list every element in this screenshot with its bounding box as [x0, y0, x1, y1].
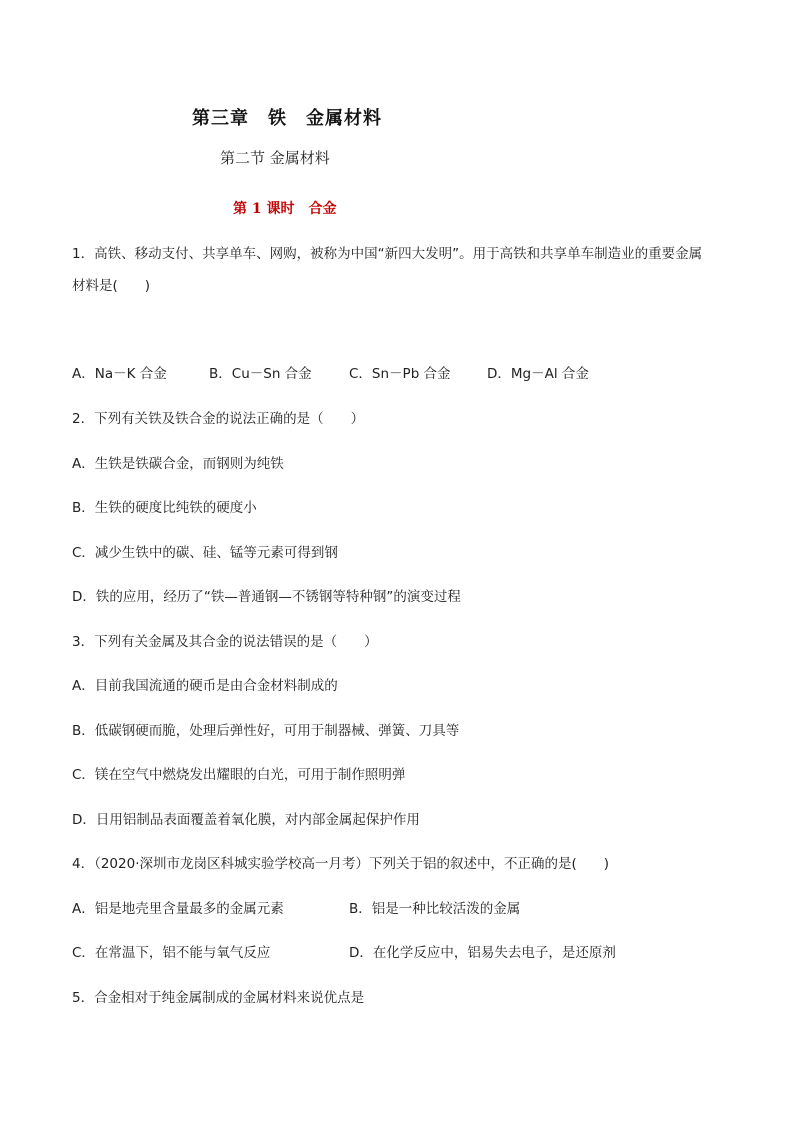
question-3-option-a: A．目前我国流通的硬币是由合金材料制成的	[72, 678, 338, 694]
question-2-stem: 2．下列有关铁及铁合金的说法正确的是（ ）	[72, 411, 365, 427]
lesson-title: 第 1 课时 合金	[233, 201, 337, 217]
question-3-option-d: D．日用铝制品表面覆盖着氧化膜，对内部金属起保护作用	[72, 812, 420, 828]
question-3-option-b: B．低碳钢硬而脆，处理后弹性好，可用于制器械、弹簧、刀具等	[72, 723, 460, 739]
question-1-option-d: D．Mg－Al 合金	[487, 366, 589, 382]
question-4-option-b: B．铝是一种比较活泼的金属	[349, 901, 521, 917]
question-5-stem: 5．合金相对于纯金属制成的金属材料来说优点是	[72, 990, 365, 1006]
question-1-option-c: C．Sn－Pb 合金	[349, 366, 451, 382]
question-4-option-a: A．铝是地壳里含量最多的金属元素	[72, 901, 284, 917]
chapter-title: 第三章 铁 金属材料	[192, 108, 382, 129]
question-2-option-b: B．生铁的硬度比纯铁的硬度小	[72, 500, 257, 516]
question-1-stem-line1: 1．高铁、移动支付、共享单车、网购，被称为中国“新四大发明”。用于高铁和共享单车制造业的重要金属	[72, 246, 703, 262]
question-3-stem: 3．下列有关金属及其合金的说法错误的是（ ）	[72, 634, 378, 650]
question-4-stem: 4．（2020·深圳市龙岗区科城实验学校高一月考）下列关于铝的叙述中，不正确的是( )	[72, 856, 610, 872]
question-2-option-d: D．铁的应用，经历了“铁—普通钢—不锈钢等特种钢”的演变过程	[72, 589, 461, 605]
question-4-option-d: D．在化学反应中，铝易失去电子，是还原剂	[349, 945, 616, 961]
question-1-stem-line2: 材料是( )	[72, 278, 151, 294]
question-1-option-b: B．Cu－Sn 合金	[209, 366, 312, 382]
question-1-option-a: A．Na－K 合金	[72, 366, 167, 382]
question-2-option-a: A．生铁是铁碳合金，而钢则为纯铁	[72, 456, 284, 472]
question-2-option-c: C．减少生铁中的碳、硅、锰等元素可得到钢	[72, 545, 338, 561]
question-4-option-c: C．在常温下，铝不能与氧气反应	[72, 945, 271, 961]
question-3-option-c: C．镁在空气中燃烧发出耀眼的白光，可用于制作照明弹	[72, 767, 406, 783]
section-title: 第二节 金属材料	[220, 149, 330, 167]
